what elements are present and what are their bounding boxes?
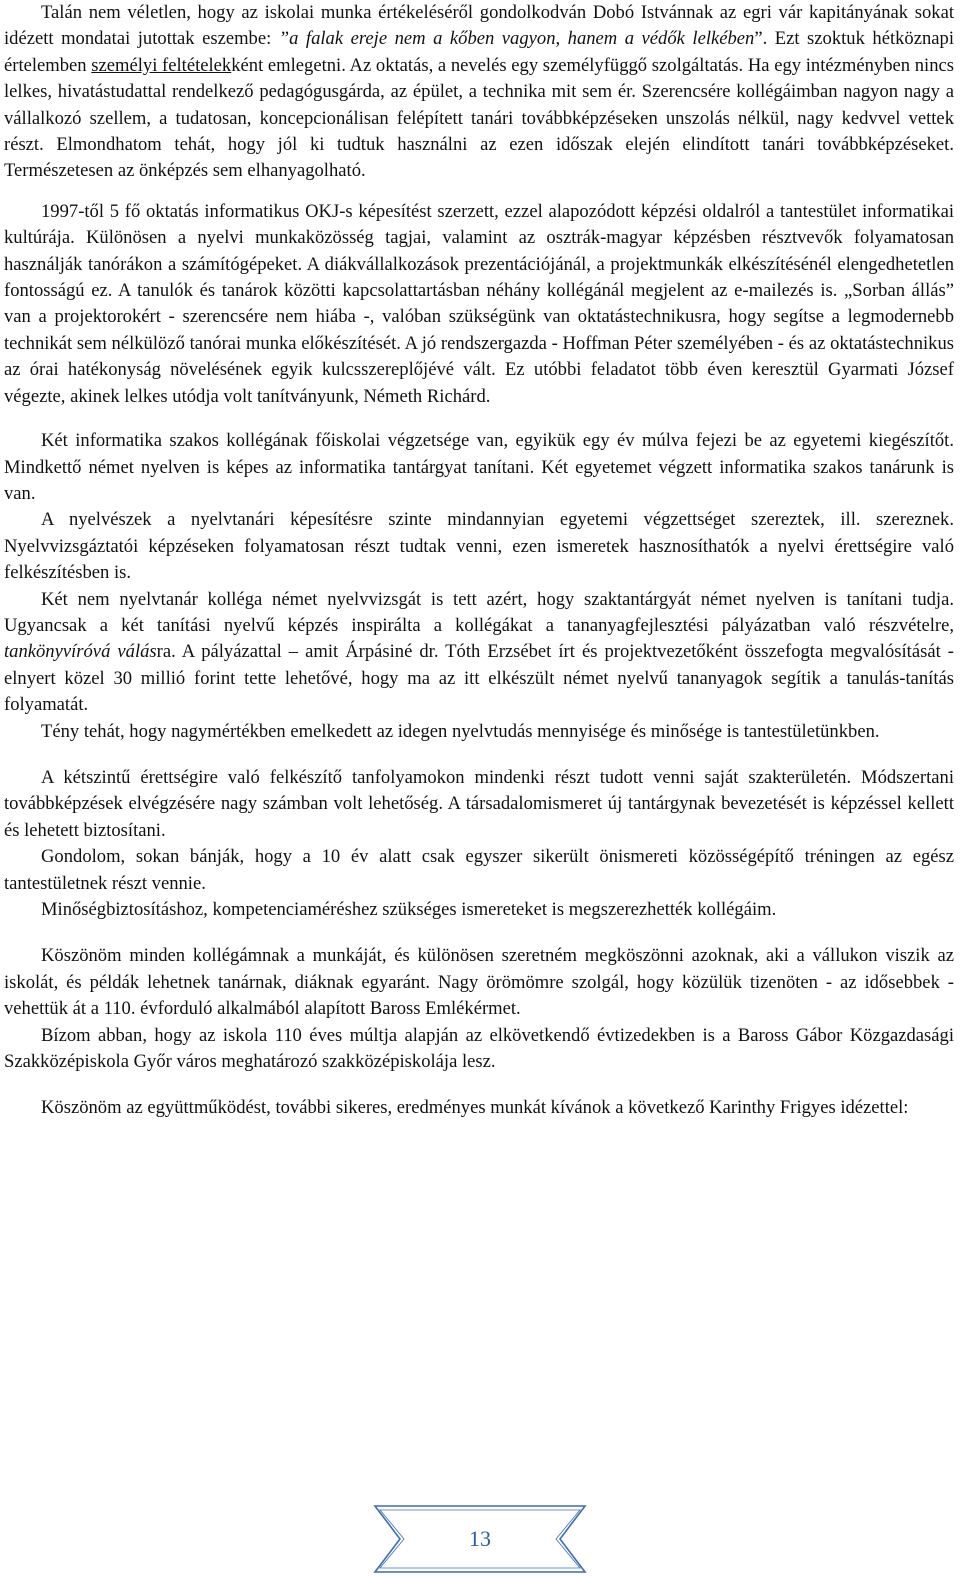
- paragraph-thanks: Köszönöm minden kollégámnak a munkáját, és különösen szeretném megköszönni azoknak, aki a vállukon viszik az iskolát, és példák lehetnek tanárnak, diáknak egyaránt. Nagy örömömre szolgál, hogy közülük tizenöten - az idősebbek - vehettük át a 110. évforduló alkalmából alapított Baross Emlékérmet.: [4, 945, 954, 1020]
- document-page: [4, 0, 954, 1122]
- paragraph-german-language: [4, 587, 954, 719]
- text-run: ”. Ezt szoktuk hétköznapi értelemben: [4, 28, 954, 76]
- paragraph-informatics: 1997-től 5 fő oktatás informatikus OKJ-s képesítést szerzett, ezzel alapozódott képzési oldalról a tantestület informatikai kultúrája. Különösen a nyelvi munkaközösség tagjai, valamint az osztrák-magyar képzésben résztvevők folyamatosan használják tanórákon a számítógépeket. A diákvállalkozások prezentációjánál, a projektmunkák elkészítésénél elengedhetetlen fontosságú ez. A tanulók és tanárok közötti kapcsolattartásban néhány kollégánál megjelent az e-mailezés is. „Sorban állás” van a projektorokért - szerencsére nem hiába -, valóban szükségünk van oktatástechnikusra, hogy segítse a legmodernebb technikát sem nélkülöző tanórai munka előkészítését. A jó rendszergazda - Hoffman Péter személyében - és az oktatástechnikus az órai hatékonyság növelésének egyik kulcsszereplőjévé vált. Ez utóbbi feladatot több éven keresztül Gyarmati József végezte, akinek lelkes utódja volt tanítványunk, Németh Richárd.: [4, 200, 954, 407]
- paragraph-quality-assurance: Minőségbiztosításhoz, kompetenciaméréshez szükséges ismereteket is megszerezhették kollégáim.: [41, 899, 777, 920]
- paragraph-self-knowledge: Gondolom, sokan bánják, hogy a 10 év alatt csak egyszer sikerült önismereti közösségépítő tréningen az egész tantestületnek részt vennie.: [4, 846, 954, 894]
- page-footer: [0, 1502, 960, 1576]
- text-run: Két nem nyelvtanár kolléga német nyelvvizsgát is tett azért, hogy szaktantárgyát német nyelven is tanítani tudja. Ugyancsak a két tanítási nyelvű képzés inspirálta a kollégákat a tananyagfejlesztési pályázatban való részvételre,: [4, 588, 954, 636]
- page-number: 13: [469, 1526, 491, 1551]
- underlined-phrase: személyi feltételek: [91, 54, 232, 76]
- paragraph-future: Bízom abban, hogy az iskola 110 éves múltja alapján az elkövetkendő évtizedekben is a Baross Gábor Közgazdasági Szakközépiskola Győr város meghatározó szakközépiskolája lesz.: [4, 1024, 954, 1073]
- paragraph-two-level-exam: A kétszintű érettségire való felkészítő tanfolyamokon mindenki részt tudott venni saját szakterületén. Módszertani továbbképzések elvégzésére nagy számban volt lehetőség. A társadalomismeret új tantárgynak bevezetését is képzéssel kellett és lehetett biztosítani.: [4, 766, 954, 841]
- paragraph-linguists: A nyelvészek a nyelvtanári képesítésre szinte mindannyian egyetemi végzettséget szereztek, ill. szereznek. Nyelvvizsgáztatói képzéseken folyamatosan részt tudtak venni, ezen ismeretek hasznosíthatók a nyelvi érettségire való felkészítésben is.: [4, 509, 954, 584]
- paragraph-closing: Köszönöm az együttműködést, további sikeres, eredményes munkát kívánok a következő Karinthy Frigyes idézettel:: [41, 1097, 909, 1119]
- paragraph-dobo-quote: [4, 0, 954, 185]
- paragraph-language-knowledge: Tény tehát, hogy nagymértékben emelkedett az idegen nyelvtudás mennyisége és minősége is tantestületünkben.: [41, 720, 880, 742]
- italic-phrase: tankönyvíróvá válás: [4, 641, 157, 663]
- text-run: ra. A pályázattal – amit Árpásiné dr. Tóth Erzsébet írt és projektvezetőként összefogta megvalósítását - elnyert közel 30 millió forint tette lehetővé, hogy ma az itt elkészült német nyelvű tananyagok segítik a tanulás-tanítás folyamatát.: [4, 641, 954, 716]
- text-run: Talán nem véletlen, hogy az iskolai munka értékeléséről gondolkodván Dobó Istvánnak az egri vár kapitányának sokat idézett mondatai jutottak eszembe:: [4, 2, 954, 50]
- text-run: ként emlegetni. Az oktatás, a nevelés egy személyfüggő szolgáltatás. Ha egy intézményben nincs lelkes, hivatástudattal rendelkező pedagógusgárda, az épület, a technika mit sem ér. Szerencsére kollégáimban nagyon nagy a vállalkozó szellem, a tudatosan, koncepcionálisan felépített tanári továbbképzéseken unszolás nélkül, nagy kedvvel vettek részt. Elmondhatom tehát, hogy jól ki tudtuk használni az ezen időszak elején elindított tanári továbbképzéseket. Természetesen az önképzés sem elhanyagolható.: [4, 54, 954, 182]
- italic-quote: ”a falak ereje nem a kőben vagyon, hanem a védők lelkében: [278, 28, 755, 50]
- paragraph-it-teachers: Két informatika szakos kollégának főiskolai végzetsége van, egyikük egy év múlva fejezi be az egyetemi kiegészítőt. Mindkettő német nyelven is képes az informatika tantárgyat tanítani. Két egyetemet végzett informatika szakos tanárunk is van.: [4, 430, 954, 504]
